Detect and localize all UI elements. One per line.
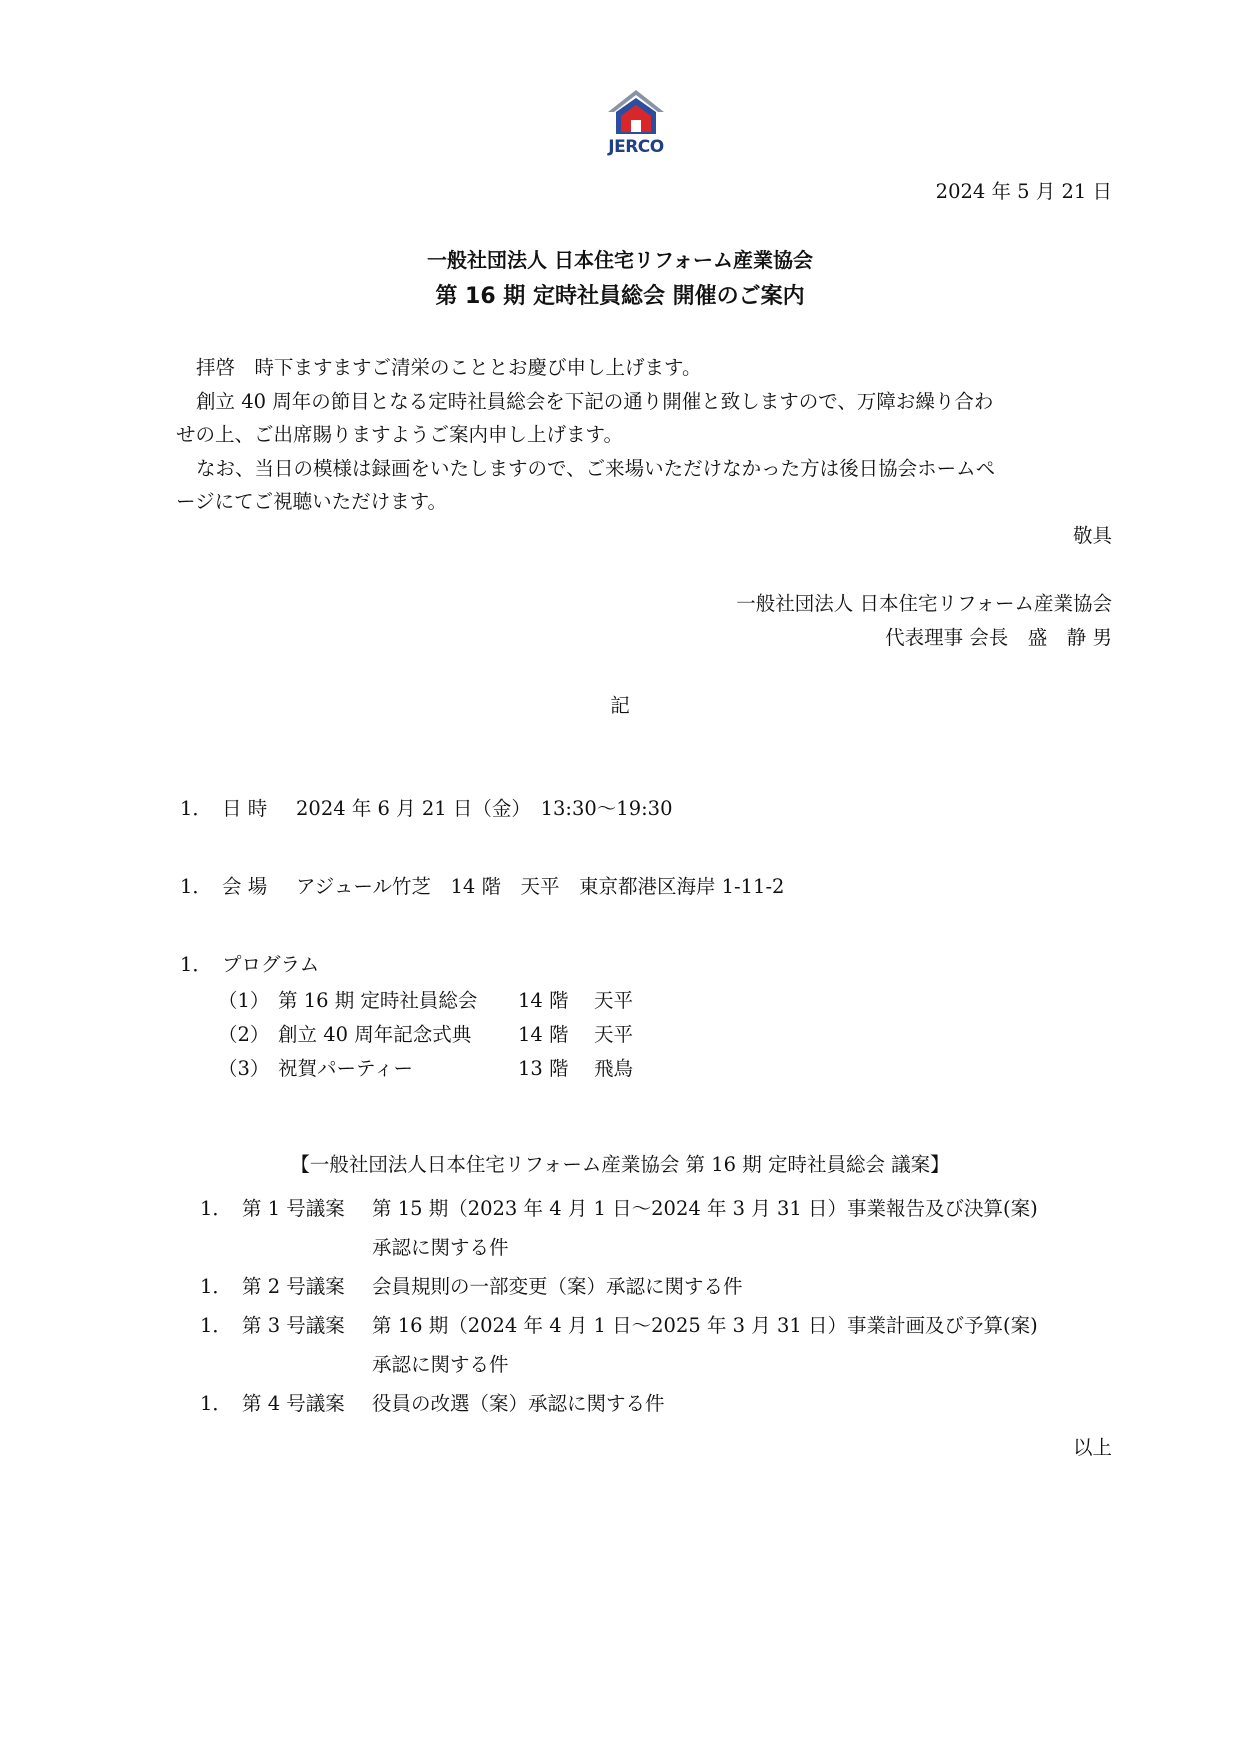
agenda-item-label: 第 2 号議案	[242, 1275, 345, 1298]
program-item-idx: （3）	[218, 1057, 270, 1080]
detail-datetime-label: 日 時	[222, 797, 268, 820]
program-item-floor: 14 階	[518, 989, 569, 1012]
detail-datetime-value: 2024 年 6 月 21 日（金） 13:30～19:30	[296, 797, 673, 820]
agenda-item-num: 1．	[200, 1197, 232, 1220]
logo-text: JERCO	[608, 137, 664, 157]
agenda-item-label: 第 3 号議案	[242, 1314, 345, 1337]
detail-venue-num: 1．	[180, 875, 212, 898]
agenda-item-cont: 承認に関する件	[372, 1353, 509, 1376]
agenda-item-label: 第 1 号議案	[242, 1197, 345, 1220]
agenda-item-cont: 承認に関する件	[372, 1236, 509, 1259]
closing-word: 敬具	[1072, 524, 1112, 547]
body-line-4: なお、当日の模様は録画をいたしますので、ご来場いただけなかった方は後日協会ホームペ	[196, 457, 996, 480]
agenda-item-text: 会員規則の一部変更（案）承認に関する件	[372, 1275, 743, 1298]
greeting-line: 拝啓 時下ますますご清栄のこととお慶び申し上げます。	[196, 356, 702, 379]
detail-venue-label: 会 場	[222, 875, 268, 898]
agenda-item-text: 第 15 期（2023 年 4 月 1 日～2024 年 3 月 31 日）事業報告及び決算(案)	[372, 1197, 1038, 1220]
program-item-name: 祝賀パーティー	[278, 1057, 413, 1080]
program-item-floor: 13 階	[518, 1057, 569, 1080]
agenda-heading: 【一般社団法人日本住宅リフォーム産業協会 第 16 期 定時社員総会 議案】	[290, 1153, 950, 1176]
body-line-3: せの上、ご出席賜りますようご案内申し上げます。	[176, 423, 623, 446]
page-title: 第 16 期 定時社員総会 開催のご案内	[435, 284, 805, 309]
program-item-floor: 14 階	[518, 1023, 569, 1046]
detail-program-num: 1．	[180, 953, 212, 976]
end-mark: 以上	[1072, 1436, 1112, 1459]
title-organization: 一般社団法人 日本住宅リフォーム産業協会	[427, 248, 813, 272]
body-line-2: 創立 40 周年の節目となる定時社員総会を下記の通り開催と致しますので、万障お繰り合わ	[196, 390, 994, 413]
program-item-idx: （2）	[218, 1023, 270, 1046]
document-date: 2024 年 5 月 21 日	[935, 180, 1112, 203]
program-item-room: 天平	[594, 1023, 634, 1046]
ki-heading: 記	[610, 694, 630, 717]
agenda-item-label: 第 4 号議案	[242, 1392, 345, 1415]
body-line-5: ージにてご視聴いただけます。	[176, 490, 448, 513]
detail-datetime-num: 1．	[180, 797, 212, 820]
agenda-item-num: 1．	[200, 1275, 232, 1298]
jerco-logo	[606, 88, 666, 160]
program-item-room: 天平	[594, 989, 634, 1012]
detail-venue-value: アジュール竹芝 14 階 天平 東京都港区海岸 1-11-2	[296, 875, 785, 898]
sender-name: 代表理事 会長 盛 静 男	[885, 626, 1112, 649]
program-item-name: 第 16 期 定時社員総会	[278, 989, 478, 1012]
sender-organization: 一般社団法人 日本住宅リフォーム産業協会	[736, 592, 1112, 615]
agenda-item-text: 役員の改選（案）承認に関する件	[372, 1392, 665, 1415]
agenda-item-text: 第 16 期（2024 年 4 月 1 日～2025 年 3 月 31 日）事業計画及び予算(案)	[372, 1314, 1038, 1337]
agenda-item-num: 1．	[200, 1392, 232, 1415]
house-logo-icon	[606, 88, 666, 138]
detail-program-label: プログラム	[222, 953, 320, 976]
program-item-idx: （1）	[218, 989, 270, 1012]
agenda-item-num: 1．	[200, 1314, 232, 1337]
program-item-room: 飛鳥	[594, 1057, 634, 1080]
program-item-name: 創立 40 周年記念式典	[278, 1023, 472, 1046]
